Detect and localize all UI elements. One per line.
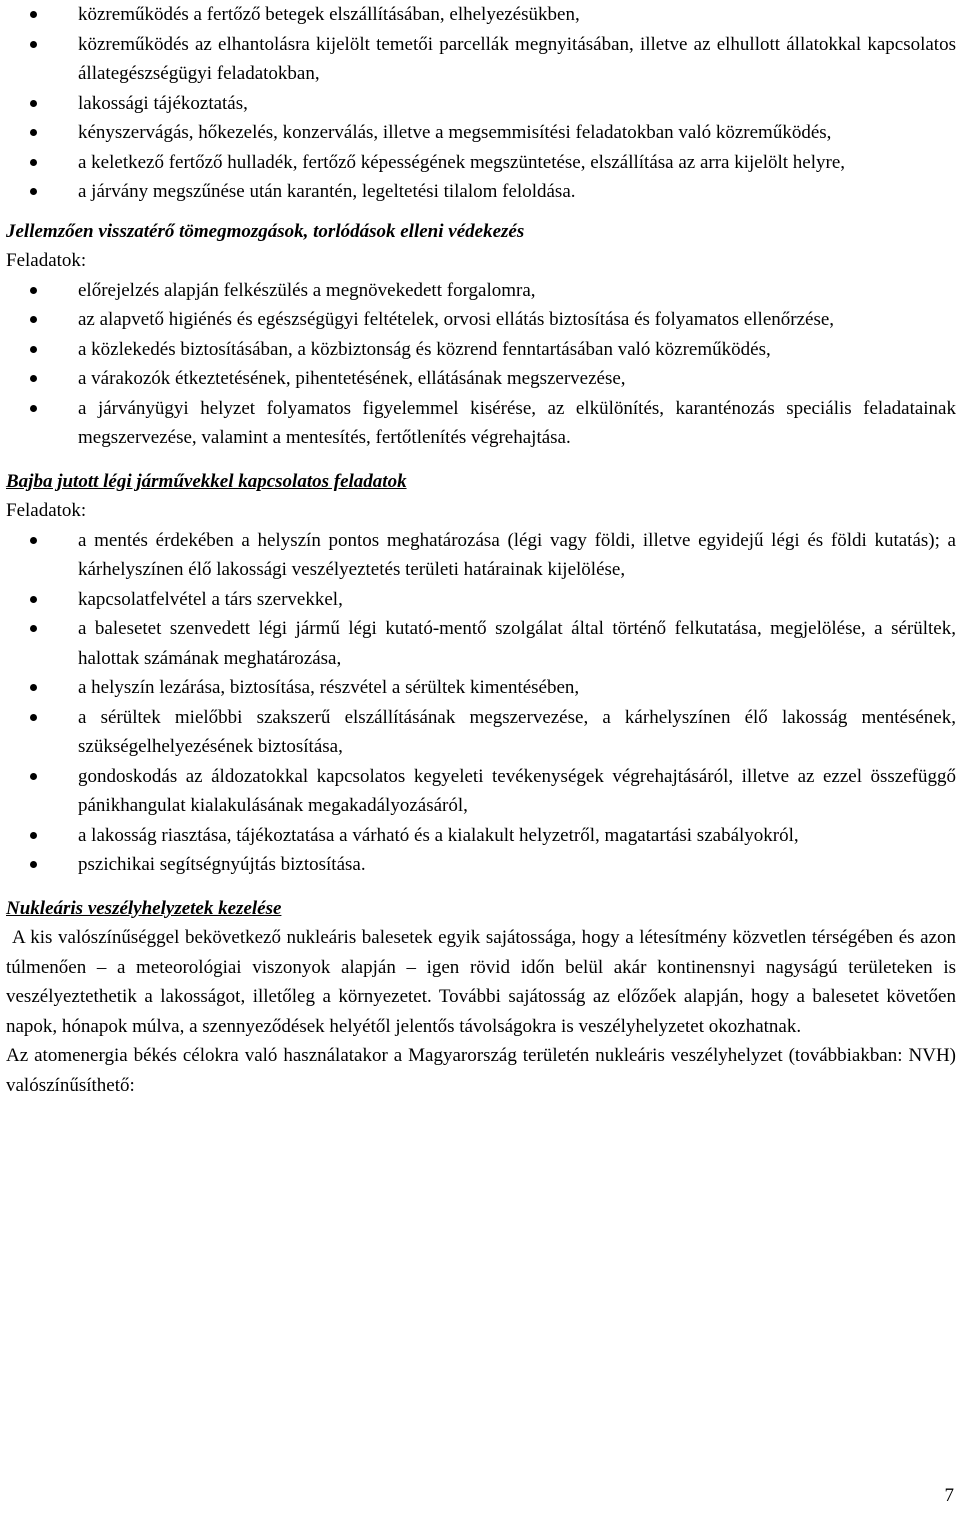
bullet-list-3 [6, 526, 956, 880]
list-item: a járvány megszűnése után karantén, legeltetési tilalom feloldása. [6, 177, 956, 207]
list-item: a lakosság riasztása, tájékoztatása a várható és a kialakult helyzetről, magatartási szabályokról, [6, 821, 956, 851]
list-item: lakossági tájékoztatás, [6, 89, 956, 119]
list-item: a várakozók étkeztetésének, pihentetésének, ellátásának megszervezése, [6, 364, 956, 394]
spacer [6, 453, 956, 467]
tasks-label: Feladatok: [6, 250, 87, 271]
list-item: gondoskodás az áldozatokkal kapcsolatos kegyeleti tevékenységek végrehajtásáról, illetve az ezzel összefüggő pánikhangulat kialakulásának megakadályozásáról, [6, 762, 956, 821]
list-item: a sérültek mielőbbi szakszerű elszállításának megszervezése, a kárhelyszínen élő lakosság mentésének, szükségelhelyezésének biztosítása, [6, 703, 956, 762]
list-item: a helyszín lezárása, biztosítása, részvétel a sérültek kimentésében, [6, 673, 956, 703]
section-heading-crowd-control: Jellemzően visszatérő tömegmozgások, torlódások elleni védekezés [6, 220, 525, 242]
list-item: kapcsolatfelvétel a társ szervekkel, [6, 585, 956, 615]
bullet-list-1 [6, 0, 956, 207]
list-item: a balesetet szenvedett légi jármű légi kutató-mentő szolgálat által történő felkutatása, megjelölése, a sérültek, halottak számának meghatározása, [6, 614, 956, 673]
spacer [6, 880, 956, 894]
list-item: közreműködés az elhantolásra kijelölt temetői parcellák megnyitásában, illetve az elhullott állatokkal kapcsolatos állategészségügyi feladatokban, [6, 30, 956, 89]
document-page [6, 0, 956, 1100]
list-item: pszichikai segítségnyújtás biztosítása. [6, 850, 956, 880]
paragraph-nuclear-1: A kis valószínűséggel bekövetkező nukleáris balesetek egyik sajátossága, hogy a létesítmény közvetlen térségében és azon túlmenően – a meteorológiai viszonyok alapján – igen rövid időn belül akár kontinensnyi nagyságú területeken is veszélyeztethetik a lakosságot, illetőleg a környezetet. További sajátosság az előzőek alapján, hogy a balesetet követően napok, hónapok múlva, a szennyeződések helyétől jelentős távolságokra is veszélyhelyzetet okozhatnak. [6, 927, 956, 1037]
list-item: a mentés érdekében a helyszín pontos meghatározása (légi vagy földi, illetve egyidejű légi és földi kutatás); a kárhelyszínen élő lakossági veszélyeztetés területi határainak kijelölése, [6, 526, 956, 585]
list-item: az alapvető higiénés és egészségügyi feltételek, orvosi ellátás biztosítása és folyamatos ellenőrzése, [6, 305, 956, 335]
list-item: a közlekedés biztosításában, a közbiztonság és közrend fenntartásában való közreműködés, [6, 335, 956, 365]
list-item: előrejelzés alapján felkészülés a megnövekedett forgalomra, [6, 276, 956, 306]
bullet-list-2 [6, 276, 956, 453]
list-item: a keletkező fertőző hulladék, fertőző képességének megszüntetése, elszállítása az arra kijelölt helyre, [6, 148, 956, 178]
spacer [6, 207, 956, 217]
list-item: közreműködés a fertőző betegek elszállításában, elhelyezésükben, [6, 0, 956, 30]
list-item: a járványügyi helyzet folyamatos figyelemmel kisérése, az elkülönítés, karanténozás speciális feladatainak megszervezése, valamint a mentesítés, fertőtlenítés végrehajtása. [6, 394, 956, 453]
section-heading-aircraft: Bajba jutott légi járművekkel kapcsolatos feladatok [6, 470, 407, 492]
tasks-label: Feladatok: [6, 500, 87, 521]
page-number: 7 [944, 1485, 954, 1506]
list-item: kényszervágás, hőkezelés, konzerválás, illetve a megsemmisítési feladatokban való közreműködés, [6, 118, 956, 148]
paragraph-nuclear-2: Az atomenergia békés célokra való használatakor a Magyarország területén nukleáris veszélyhelyzet (továbbiakban: NVH) valószínűsíthető: [6, 1045, 956, 1096]
section-heading-nuclear: Nukleáris veszélyhelyzetek kezelése [6, 897, 282, 919]
